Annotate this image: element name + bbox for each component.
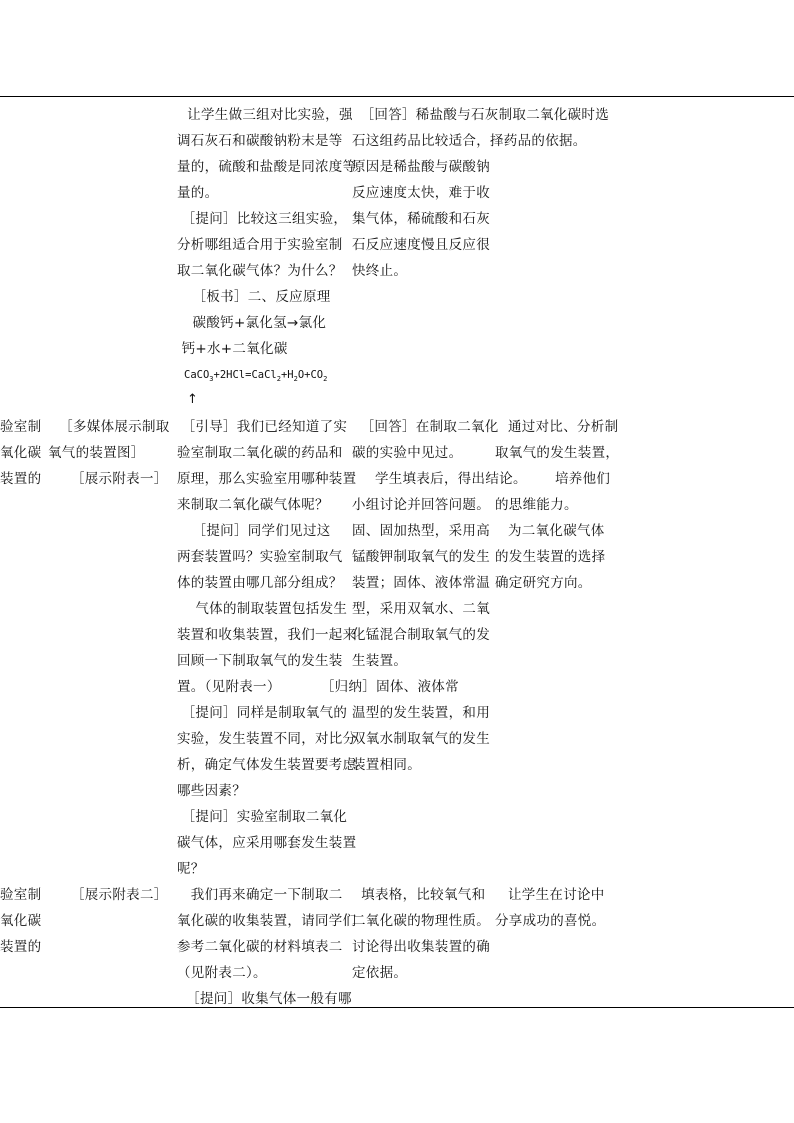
text-line: 验室制 <box>0 419 42 435</box>
text-line: ［提问］同样是制取氧气的 <box>177 705 348 721</box>
text-line: 快终止。 <box>352 263 408 279</box>
text-line: 让学生做三组对比实验，强 <box>178 107 353 123</box>
text-line: 验室制 <box>0 887 42 903</box>
text-line: 生装置。 <box>352 653 408 669</box>
text-line: ［归纳］固体、液体常 <box>252 679 459 695</box>
text-line: 原理，那么实验室用哪种装置 <box>177 471 357 487</box>
text-line: 双氧水制取氧气的发生 <box>352 731 490 747</box>
text-line: 二氧化碳的物理性质。 <box>352 913 490 929</box>
text-line: 量的，硫酸和盐酸是同浓度等 <box>177 159 357 175</box>
text-line: 的发生装置的选择 <box>495 549 606 565</box>
text-line: ［引导］我们已经知道了实 <box>177 419 348 435</box>
text-line: 装置相同。 <box>352 757 421 773</box>
text-line: 温型的发生装置，和用 <box>352 705 490 721</box>
text-line: 为二氧化碳气体 <box>508 523 605 539</box>
text-line: 氧化碳 <box>0 913 42 929</box>
text-line: 小组讨论并回答问题。 <box>352 497 490 513</box>
text-line: 取二氧化碳气体？为什么？ <box>177 263 343 279</box>
text-line: ［回答］在制取二氧化 <box>356 419 499 435</box>
text-line: ［展示附表一］ <box>48 471 168 487</box>
text-line: ［回答］稀盐酸与石灰制取二氧化碳时选 <box>356 107 609 123</box>
text-line: 碳气体，应采用哪套发生装置 <box>177 835 357 851</box>
table-top-border <box>0 96 794 97</box>
text-line: 型，采用双氧水、二氧 <box>352 601 490 617</box>
blackboard-heading: ［板书］二、反应原理 <box>165 289 331 305</box>
text-line: 通过对比、分析制 <box>508 419 619 435</box>
text-line: 实验，发生装置不同，对比分 <box>177 731 357 747</box>
text-line: 锰酸钾制取氧气的发生 <box>352 549 490 565</box>
text-line: 取氧气的发生装置， <box>495 445 620 461</box>
text-line: ［提问］实验室制取二氧化 <box>177 809 348 825</box>
text-line: 分析哪组适合用于实验室制 <box>177 237 343 253</box>
text-line: ［展示附表二］ <box>48 887 168 903</box>
text-line: 的思维能力。 <box>495 497 578 513</box>
word-equation: 碳酸钙+氯化氢→氯化 <box>165 315 327 331</box>
text-line: 碳的实验中见过。 <box>352 445 463 461</box>
text-line: （见附表二）。 <box>177 965 267 981</box>
text-line: 原因是稀盐酸与碳酸钠 <box>352 159 490 175</box>
text-line: 来制取二氧化碳气体呢？ <box>177 497 329 513</box>
text-line: 装置；固体、液体常温 <box>352 575 490 591</box>
text-line: 验室制取二氧化碳的药品和 <box>177 445 343 461</box>
text-line: 装置和收集装置，我们一起来 <box>177 627 357 643</box>
text-line: 氧化碳 <box>0 445 42 461</box>
text-line: 化锰混合制取氧气的发 <box>352 627 490 643</box>
text-line: 确定研究方向。 <box>495 575 592 591</box>
text-line: 气体的制取装置包括发生 <box>177 601 348 617</box>
text-line: 学生填表后，得出结论。 <box>352 471 527 487</box>
text-line: 量的。 <box>177 185 219 201</box>
table-bottom-border <box>0 1007 794 1008</box>
text-line: 装置的 <box>0 939 42 955</box>
text-line: ［提问］比较这三组实验， <box>177 211 348 227</box>
text-line: 调石灰石和碳酸钠粉末是等 <box>177 133 343 149</box>
text-line: 置。（见附表一） <box>177 679 281 695</box>
word-equation: 钙+水+二氧化碳 <box>177 341 288 357</box>
text-line: 讨论得出收集装置的确 <box>352 939 490 955</box>
text-line: 固、固加热型，采用高 <box>352 523 490 539</box>
text-line: 我们再来确定一下制取二 <box>177 887 343 903</box>
text-line: 哪些因素？ <box>177 783 246 799</box>
text-line: 呢？ <box>177 861 205 877</box>
text-line: 反应速度太快，难于收 <box>352 185 490 201</box>
text-line: 集气体，稀硫酸和石灰 <box>352 211 490 227</box>
text-line: 石这组药品比较适合，择药品的依据。 <box>352 133 587 149</box>
gas-arrow-icon: ↑ <box>187 392 198 407</box>
chemical-equation: $CaCO_3+2HCl=CaCl_2+H_2O+CO_2$ <box>184 369 328 384</box>
text-line: ［多媒体展示制取 <box>50 419 170 435</box>
text-line: 析，确定气体发生装置要考虑 <box>177 757 357 773</box>
text-line: 让学生在讨论中 <box>508 887 605 903</box>
text-line: ［提问］同学们见过这 <box>165 523 331 539</box>
text-line: 回顾一下制取氧气的发生装 <box>177 653 343 669</box>
text-line: 培养他们 <box>555 471 611 487</box>
text-line: ［提问］收集气体一般有哪 <box>177 991 352 1007</box>
text-line: 体的装置由哪几部分组成？ <box>177 575 343 591</box>
text-line: 填表格，比较氧气和 <box>352 887 486 903</box>
text-line: 两套装置吗？实验室制取气 <box>177 549 343 565</box>
text-line: 参考二氧化碳的材料填表二 <box>177 939 343 955</box>
text-line: 分享成功的喜悦。 <box>495 913 606 929</box>
text-line: 氧化碳的收集装置，请同学们 <box>177 913 357 929</box>
text-line: 氧气的装置图］ <box>48 445 145 461</box>
text-line: 装置的 <box>0 471 42 487</box>
text-line: 石反应速度慢且反应很 <box>352 237 490 253</box>
text-line: 定依据。 <box>352 965 408 981</box>
